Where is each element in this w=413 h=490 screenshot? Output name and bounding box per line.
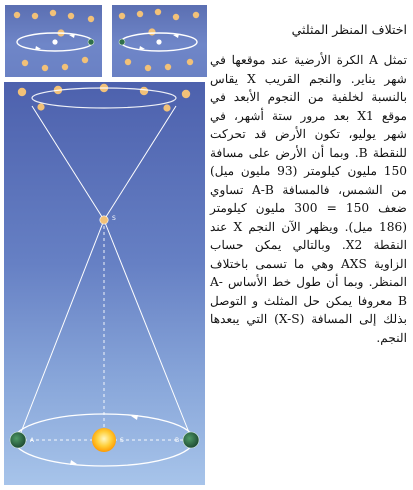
orbit-arrow-icon (35, 46, 41, 50)
earth-b-label: B (175, 437, 180, 444)
earth-dot (88, 39, 94, 45)
parallax-diagram (4, 82, 205, 485)
near-star-label: S (112, 215, 116, 222)
earth-position-b (183, 432, 199, 448)
sun-label: S (120, 437, 124, 444)
earth-a-label: A (30, 437, 35, 444)
sight-lines (18, 106, 192, 440)
near-star (100, 216, 108, 224)
sun (92, 428, 116, 452)
orbit-inset-right (112, 5, 207, 77)
sun-dot (156, 39, 161, 44)
orbit-inset-left (5, 5, 102, 77)
sun-dot (52, 39, 57, 44)
earth-dot (119, 39, 125, 45)
orbit-arrow-icon (173, 34, 179, 38)
article-title: اختلاف المنظر المثلثي (291, 22, 407, 37)
orbit-arrow-icon (139, 46, 145, 50)
article (210, 22, 407, 347)
article-body: تمثل A الكرة الأرضية عند موقعها في شهر يناير. والنجم القريب X يقاس بالنسبة لخلفية من النجوم الأبعد في موقع X1 بعد مرور ستة أشهر، في شهر يوليو، تكون الأرض قد تحركت للنقطة B. وبما أن الأرض على مسافة 150 مليون كيلومتر (93 مليون ميل) من الشمس، فالمسافة A-B تساوي ضعف 150 = 300 مليون كيلومتر (186 ميل). ويظهر الآن النجم X عند النقطة X2. وبالتالي يمكن حساب الزاوية AXS وهي ما تسمى باختلاف المنظر. وبما أن طول خط الأساس A-B معروفا يمكن حل المثلث و التوصل بذلك إلى المسافة (X-S) التي يبعدها النجم. (210, 53, 408, 345)
earth-position-a (10, 432, 26, 448)
orbit-arrow-icon (69, 34, 75, 38)
